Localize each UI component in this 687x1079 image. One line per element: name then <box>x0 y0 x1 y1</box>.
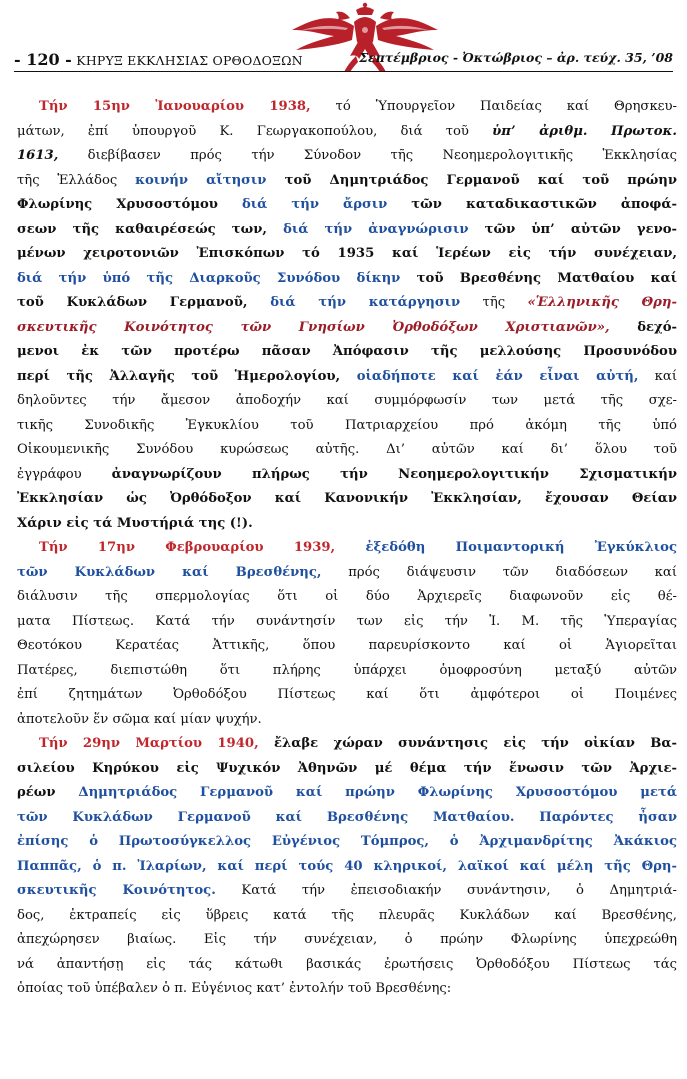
text-run: πρός διάψευσιν τῶν διαδόσεων καί <box>321 564 677 580</box>
text-run: τῆς Ἑλλάδος <box>17 172 136 188</box>
text-line <box>17 904 677 929</box>
highlight-run: διά τήν ὑπό τῆς Διαρκοῦς Συνόδου δίκην <box>17 270 401 286</box>
text-run: διεβίβασεν πρός τήν Σύνοδον τῆς Νεοημερολογιτικῆς Ἐκκλησίας <box>58 148 677 163</box>
journal-title: ΚΗΡΥΞ ΕΚΚΛΗΣΙΑΣ ΟΡΘΟΔΟΞΩΝ <box>76 53 303 68</box>
text-run: δηλοῦντες τήν ἄμεσον ἀποδοχήν καί συμμόρφωσίν των μετά τῆς σχε- <box>17 393 677 408</box>
highlight-run: διά τήν ἄρσιν <box>217 197 388 212</box>
text-line <box>17 414 677 439</box>
highlight-run: διά τήν ἀναγνώρισιν <box>266 221 469 237</box>
text-run: δος, ἐκτραπείς εἰς ὕβρεις κατά τῆς πλευρᾶς Κυκλάδων καί Βρεσθένης, <box>17 907 677 923</box>
issue-info: Σεπτέμβριος - Ὀκτώβριος – ἀρ. τεύχ. 35, ’08 <box>359 50 673 65</box>
text-run: Κατά τήν ἐπεισοδιακήν συνάντησιν, ὁ Δημητριά- <box>215 883 678 898</box>
text-line <box>17 732 677 757</box>
text-run: ἐπί ζητημάτων Ὀρθοδόξου Πίστεως καί ὅτι ἀμφότεροι οἱ Ποιμένες <box>17 687 677 702</box>
highlight-run: διά τήν κατάργησιν <box>247 295 461 310</box>
text-line <box>17 928 677 953</box>
paragraph <box>17 95 677 536</box>
text-run: ματα Πίστεως. Κατά τήν συνάντησίν των εἰς τήν Ἱ. Μ. τῆς Ὑπεραγίας <box>17 613 677 629</box>
quote-run: «Ἑλληνικῆς Θρη- <box>527 295 677 310</box>
text-line <box>17 193 677 218</box>
highlight-run: Παππᾶς, ὁ π. Ἰλαρίων, καί περί τούς 40 κληρικοί, λαϊκοί καί μέλη τῆς Θρη- <box>17 858 677 874</box>
text-line <box>17 757 677 782</box>
text-run: σεων τῆς καθαιρέσεώς των, <box>17 221 267 237</box>
text-line <box>17 708 677 733</box>
text-run: ἀπεχώρησεν βιαίως. Εἰς τήν συνέχειαν, ὁ πρώην Φλωρίνης ὑπεχρεώθη <box>17 932 677 947</box>
text-line <box>17 463 677 488</box>
highlight-run: τῶν Κυκλάδων καί Βρεσθένης, <box>17 564 322 580</box>
text-line <box>17 879 677 904</box>
text-run: τοῦ Δημητριάδος Γερμανοῦ καί τοῦ πρώην <box>266 172 678 188</box>
text-line <box>17 585 677 610</box>
highlight-run: ἐπίσης ὁ Πρωτοσύγκελλος Εὐγένιος Τόμπρος, ὁ Ἀρχιμανδρίτης Ἀκάκιος <box>17 834 677 849</box>
text-line <box>17 95 677 120</box>
highlight-run: ἐξεδόθη Ποιμαντορική Ἐγκύκλιος <box>335 540 677 555</box>
date-run: Τήν 29ην Μαρτίου 1940, <box>39 736 259 751</box>
text-line <box>17 610 677 635</box>
text-run: ὑπ’ ἀριθμ. Πρωτοκ. <box>492 123 677 139</box>
text-line <box>17 291 677 316</box>
header-rule <box>14 71 673 72</box>
text-run: ἀποτελοῦν ἕν σῶμα καί μίαν ψυχήν. <box>17 711 262 727</box>
text-run: δεχό- <box>609 319 677 335</box>
text-run: τῆς <box>460 295 528 310</box>
text-line <box>17 242 677 267</box>
text-line <box>17 977 677 1002</box>
text-run: νά ἀπαντήσῃ εἰς τάς κάτωθι βασικάς ἐρωτήσεις Ὀρθοδόξου Πίστεως τάς <box>17 956 677 972</box>
text-line <box>17 512 677 537</box>
text-line <box>17 365 677 390</box>
text-run: Ἐκκλησίαν ὡς Ὀρθόδοξον καί Κανονικήν Ἐκκλησίαν, ἔχουσαν Θείαν <box>17 491 677 506</box>
text-run: 1613, <box>17 148 59 163</box>
text-run: Πατέρες, διεπιστώθη ὅτι πλήρης ὑπάρχει ὁμοφροσύνη μεταξύ αὐτῶν <box>17 662 677 678</box>
text-line <box>17 267 677 292</box>
article-body <box>17 95 677 1002</box>
text-run: καί <box>638 368 677 384</box>
text-line <box>17 806 677 831</box>
text-run: Φλωρίνης Χρυσοστόμου <box>17 197 218 212</box>
text-run: Οἰκουμενικῆς Συνόδου κυρώσεως αὐτῆς. Δι’ αὐτῶν καί δι’ ὅλου τοῦ <box>17 442 677 457</box>
text-line <box>17 659 677 684</box>
running-header <box>14 44 673 74</box>
date-run: Τήν 15ην Ἰανουαρίου 1938, <box>39 99 311 114</box>
text-run: τῶν καταδικαστικῶν ἀποφά- <box>387 197 677 212</box>
text-run: ἐγγράφου <box>17 466 112 482</box>
text-run: τό Ὑπουργεῖον Παιδείας καί Θρησκευ- <box>310 99 677 114</box>
text-line <box>17 120 677 145</box>
text-run: Χάριν εἰς τά Μυστήριά της (!). <box>17 515 253 531</box>
text-line <box>17 855 677 880</box>
text-line <box>17 561 677 586</box>
text-run: ἔλαβε χώραν συνάντησις εἰς τήν οἰκίαν Βα- <box>258 736 677 751</box>
page-number: - 120 - <box>14 50 72 69</box>
text-line <box>17 536 677 561</box>
text-run: ρέων <box>17 785 79 800</box>
highlight-run: τῶν Κυκλάδων Γερμανοῦ καί Βρεσθένης Ματθαίου. Παρόντες ἦσαν <box>17 809 677 825</box>
text-line <box>17 316 677 341</box>
text-line <box>17 438 677 463</box>
text-line <box>17 169 677 194</box>
text-line <box>17 340 677 365</box>
header-left <box>14 50 303 69</box>
text-run: μενοι ἐκ τῶν προτέρω πᾶσαν Ἀπόφασιν τῆς μελλούσης Προσυνόδου <box>17 344 677 359</box>
date-run: Τήν 17ην Φεβρουαρίου 1939, <box>39 540 336 555</box>
text-line <box>17 218 677 243</box>
text-line <box>17 389 677 414</box>
text-run: τικῆς Συνοδικῆς Ἐγκυκλίου τοῦ Πατριαρχείου πρό ἀκόμη τῆς ὑπό <box>17 417 677 433</box>
text-run: τοῦ Κυκλάδων Γερμανοῦ, <box>17 295 248 310</box>
highlight-run: Δημητριάδος Γερμανοῦ καί πρώην Φλωρίνης Χρυσοστόμου μετά <box>78 785 677 800</box>
quote-run: σκευτικῆς Κοινότητος τῶν Γνησίων Ὀρθοδόξων Χριστιανῶν», <box>17 319 610 335</box>
text-run: ὁποίας τοῦ ὑπέβαλεν ὁ π. Εὐγένιος κατ’ ἐντολήν τοῦ Βρεσθένης: <box>17 981 452 996</box>
text-run: μένων χειροτονιῶν Ἐπισκόπων τό 1935 καί Ἱερέων εἰς τήν συνέχειαν, <box>17 246 677 261</box>
text-run: διάλυσιν τῆς σπερμολογίας ὅτι οἱ δύο Ἀρχιερεῖς διαφωνοῦν εἰς θέ- <box>17 589 677 604</box>
text-run: ἀναγνωρίζουν πλήρως τήν Νεοημερολογιτικήν Σχισματικήν <box>111 466 677 482</box>
text-line <box>17 634 677 659</box>
highlight-run: κοινήν αἴτησιν <box>135 172 267 188</box>
text-line <box>17 487 677 512</box>
text-run: περί τῆς Ἀλλαγῆς τοῦ Ἡμερολογίου, <box>17 368 341 384</box>
text-run: τοῦ Βρεσθένης Ματθαίου καί <box>400 270 677 286</box>
text-line <box>17 144 677 169</box>
text-line <box>17 830 677 855</box>
text-line <box>17 953 677 978</box>
text-line <box>17 683 677 708</box>
text-run: μάτων, ἐπί ὑπουργοῦ Κ. Γεωργακοπούλου, διά τοῦ <box>17 123 493 139</box>
paragraph <box>17 732 677 1002</box>
text-run: τῶν ὑπ’ αὐτῶν γενο- <box>468 221 678 237</box>
text-run: σιλείου Κηρύκου εἰς Ψυχικόν Ἀθηνῶν μέ θέμα τήν ἕνωσιν τῶν Ἀρχιε- <box>17 760 677 776</box>
text-run: Θεοτόκου Κερατέας Ἀττικῆς, ὅπου παρευρίσκοντο καί οἱ Ἁγιορεῖται <box>17 638 677 653</box>
text-line <box>17 781 677 806</box>
paragraph <box>17 536 677 732</box>
highlight-run: οἱαδήποτε καί ἐάν εἶναι αὐτή, <box>340 368 639 384</box>
highlight-run: σκευτικῆς Κοινότητος. <box>17 883 216 898</box>
